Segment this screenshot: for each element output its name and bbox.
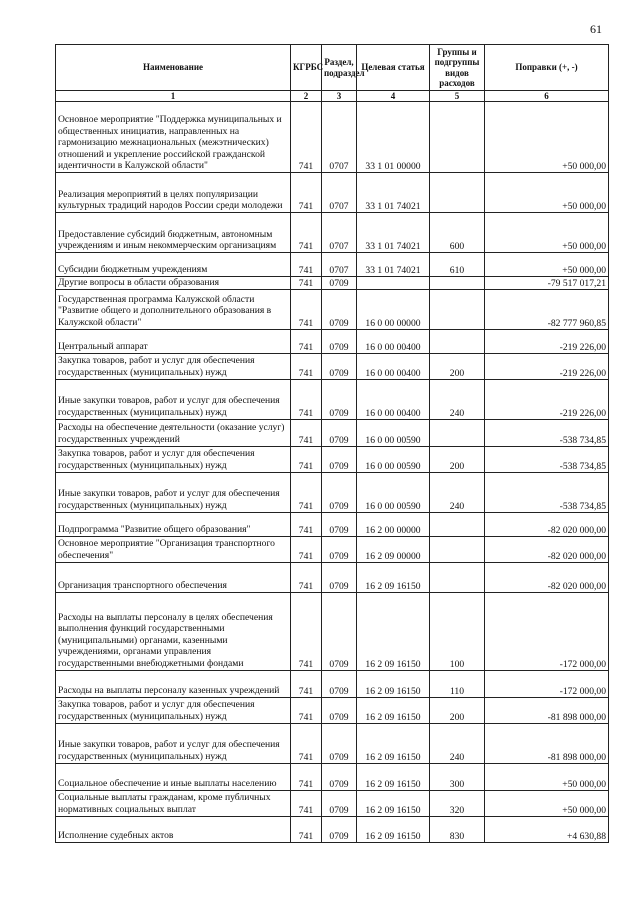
table-row <box>56 592 609 670</box>
row-amount: +50 000,00 <box>485 102 609 173</box>
row-target: 16 2 00 00000 <box>357 512 430 536</box>
row-name: Социальное обеспечение и иные выплаты населению <box>56 763 291 790</box>
table-row <box>56 446 609 472</box>
header-target: Целевая статья <box>357 45 430 91</box>
row-name: Исполнение судебных актов <box>56 816 291 842</box>
table-row <box>56 173 609 213</box>
row-section: 0709 <box>322 816 357 842</box>
row-amount: -82 020 000,00 <box>485 536 609 562</box>
row-kgrbs: 741 <box>291 253 322 277</box>
header-row <box>56 45 609 91</box>
row-section: 0709 <box>322 536 357 562</box>
row-target: 16 2 09 16150 <box>357 562 430 592</box>
row-target <box>357 277 430 290</box>
table-row <box>56 536 609 562</box>
row-target: 16 2 09 16150 <box>357 670 430 697</box>
row-group: 240 <box>430 472 485 512</box>
row-amount: +50 000,00 <box>485 763 609 790</box>
row-kgrbs: 741 <box>291 512 322 536</box>
row-group: 320 <box>430 790 485 816</box>
row-group <box>430 277 485 290</box>
row-amount: -82 020 000,00 <box>485 512 609 536</box>
row-target: 33 1 01 74021 <box>357 253 430 277</box>
row-group: 200 <box>430 446 485 472</box>
page-number: 61 <box>590 22 602 36</box>
table-row <box>56 790 609 816</box>
row-name: Иные закупки товаров, работ и услуг для обеспечения государственных (муниципальных) нужд <box>56 723 291 763</box>
row-target: 16 0 00 00000 <box>357 289 430 329</box>
table-row <box>56 723 609 763</box>
row-group: 100 <box>430 592 485 670</box>
table-row <box>56 353 609 379</box>
row-group: 200 <box>430 353 485 379</box>
row-amount: +50 000,00 <box>485 253 609 277</box>
row-kgrbs: 741 <box>291 562 322 592</box>
row-amount: -81 898 000,00 <box>485 723 609 763</box>
row-group <box>430 289 485 329</box>
row-name: Организация транспортного обеспечения <box>56 562 291 592</box>
row-name: Реализация мероприятий в целях популяризации культурных традиций народов России среди молодежи <box>56 173 291 213</box>
row-group: 200 <box>430 697 485 723</box>
row-target: 16 2 09 16150 <box>357 723 430 763</box>
row-amount: +50 000,00 <box>485 173 609 213</box>
table-row <box>56 379 609 419</box>
row-group <box>430 419 485 446</box>
row-kgrbs: 741 <box>291 173 322 213</box>
row-section: 0707 <box>322 102 357 173</box>
table-row <box>56 289 609 329</box>
row-kgrbs: 741 <box>291 289 322 329</box>
row-section: 0709 <box>322 763 357 790</box>
row-name: Социальные выплаты гражданам, кроме публичных нормативных социальных выплат <box>56 790 291 816</box>
row-target: 16 0 00 00590 <box>357 419 430 446</box>
row-kgrbs: 741 <box>291 277 322 290</box>
row-section: 0709 <box>322 277 357 290</box>
row-target: 33 1 01 74021 <box>357 173 430 213</box>
row-amount: -79 517 017,21 <box>485 277 609 290</box>
row-group <box>430 512 485 536</box>
row-section: 0709 <box>322 723 357 763</box>
row-target: 33 1 01 00000 <box>357 102 430 173</box>
row-group: 600 <box>430 213 485 253</box>
column-number: 1 <box>56 91 291 102</box>
row-amount: -219 226,00 <box>485 353 609 379</box>
table-row <box>56 816 609 842</box>
row-target: 16 0 00 00590 <box>357 446 430 472</box>
row-kgrbs: 741 <box>291 790 322 816</box>
row-amount: -172 000,00 <box>485 670 609 697</box>
row-section: 0709 <box>322 419 357 446</box>
header-amendments: Поправки (+, -) <box>485 45 609 91</box>
row-group <box>430 536 485 562</box>
column-number-row <box>56 91 609 102</box>
row-kgrbs: 741 <box>291 213 322 253</box>
column-number: 2 <box>291 91 322 102</box>
row-amount: -82 777 960,85 <box>485 289 609 329</box>
row-name: Закупка товаров, работ и услуг для обеспечения государственных (муниципальных) нужд <box>56 446 291 472</box>
row-group <box>430 329 485 353</box>
row-group <box>430 562 485 592</box>
row-amount: -538 734,85 <box>485 419 609 446</box>
row-target: 16 2 09 16150 <box>357 816 430 842</box>
row-name: Закупка товаров, работ и услуг для обеспечения государственных (муниципальных) нужд <box>56 697 291 723</box>
row-group <box>430 102 485 173</box>
row-name: Субсидии бюджетным учреждениям <box>56 253 291 277</box>
row-name: Подпрограмма "Развитие общего образования" <box>56 512 291 536</box>
row-kgrbs: 741 <box>291 816 322 842</box>
row-group: 830 <box>430 816 485 842</box>
row-name: Предоставление субсидий бюджетным, автономным учреждениям и иным некоммерческим организациям <box>56 213 291 253</box>
row-target: 16 2 09 00000 <box>357 536 430 562</box>
row-group: 610 <box>430 253 485 277</box>
row-kgrbs: 741 <box>291 446 322 472</box>
row-kgrbs: 741 <box>291 697 322 723</box>
header-section: Раздел, подраздел <box>322 45 357 91</box>
row-amount: -172 000,00 <box>485 592 609 670</box>
budget-amendments-table <box>55 44 609 843</box>
row-kgrbs: 741 <box>291 102 322 173</box>
row-name: Иные закупки товаров, работ и услуг для обеспечения государственных (муниципальных) нужд <box>56 379 291 419</box>
row-section: 0709 <box>322 353 357 379</box>
table-row <box>56 329 609 353</box>
header-name: Наименование <box>56 45 291 91</box>
table-row <box>56 253 609 277</box>
row-kgrbs: 741 <box>291 353 322 379</box>
table-row <box>56 277 609 290</box>
table-row <box>56 419 609 446</box>
row-kgrbs: 741 <box>291 763 322 790</box>
row-amount: -82 020 000,00 <box>485 562 609 592</box>
row-group <box>430 173 485 213</box>
row-kgrbs: 741 <box>291 723 322 763</box>
row-target: 16 2 09 16150 <box>357 592 430 670</box>
header-kgrbs: КГРБС <box>291 45 322 91</box>
row-section: 0709 <box>322 289 357 329</box>
row-section: 0707 <box>322 213 357 253</box>
row-section: 0709 <box>322 446 357 472</box>
row-kgrbs: 741 <box>291 670 322 697</box>
table-row <box>56 697 609 723</box>
row-kgrbs: 741 <box>291 379 322 419</box>
row-target: 33 1 01 74021 <box>357 213 430 253</box>
row-section: 0707 <box>322 253 357 277</box>
row-kgrbs: 741 <box>291 329 322 353</box>
row-kgrbs: 741 <box>291 472 322 512</box>
row-target: 16 0 00 00400 <box>357 353 430 379</box>
row-target: 16 2 09 16150 <box>357 763 430 790</box>
row-section: 0709 <box>322 592 357 670</box>
row-target: 16 0 00 00400 <box>357 379 430 419</box>
row-amount: -538 734,85 <box>485 446 609 472</box>
row-amount: +50 000,00 <box>485 790 609 816</box>
table-row <box>56 562 609 592</box>
row-section: 0709 <box>322 472 357 512</box>
row-name: Расходы на обеспечение деятельности (оказание услуг) государственных учреждений <box>56 419 291 446</box>
row-target: 16 0 00 00590 <box>357 472 430 512</box>
row-section: 0709 <box>322 512 357 536</box>
row-kgrbs: 741 <box>291 592 322 670</box>
row-section: 0709 <box>322 379 357 419</box>
row-amount: -219 226,00 <box>485 329 609 353</box>
column-number: 6 <box>485 91 609 102</box>
row-section: 0709 <box>322 562 357 592</box>
row-name: Государственная программа Калужской области "Развитие общего и дополнительного образования в Калужской области" <box>56 289 291 329</box>
table-row <box>56 670 609 697</box>
row-name: Иные закупки товаров, работ и услуг для обеспечения государственных (муниципальных) нужд <box>56 472 291 512</box>
row-target: 16 2 09 16150 <box>357 697 430 723</box>
table-row <box>56 512 609 536</box>
row-section: 0709 <box>322 697 357 723</box>
table-row <box>56 472 609 512</box>
row-target: 16 0 00 00400 <box>357 329 430 353</box>
row-section: 0709 <box>322 329 357 353</box>
row-group: 240 <box>430 379 485 419</box>
row-name: Основное мероприятие "Поддержка муниципальных и общественных инициатив, направленных на гармонизацию межнациональных (межэтнических) отношений и укрепление российской гражданской идентичности в Калужской области" <box>56 102 291 173</box>
row-amount: -81 898 000,00 <box>485 697 609 723</box>
row-group: 110 <box>430 670 485 697</box>
row-amount: -538 734,85 <box>485 472 609 512</box>
table-row <box>56 763 609 790</box>
row-amount: -219 226,00 <box>485 379 609 419</box>
header-groups: Группы и подгруппы видов расходов <box>430 45 485 91</box>
table-row <box>56 213 609 253</box>
row-section: 0707 <box>322 173 357 213</box>
row-name: Расходы на выплаты персоналу в целях обеспечения выполнения функций государственными (муниципальными) органами, казенными учреждениями, органами управления государственными внебюджетными фондами <box>56 592 291 670</box>
table-row <box>56 102 609 173</box>
row-name: Другие вопросы в области образования <box>56 277 291 290</box>
row-group: 240 <box>430 723 485 763</box>
row-amount: +4 630,88 <box>485 816 609 842</box>
row-kgrbs: 741 <box>291 536 322 562</box>
row-name: Закупка товаров, работ и услуг для обеспечения государственных (муниципальных) нужд <box>56 353 291 379</box>
row-name: Основное мероприятие "Организация транспортного обеспечения" <box>56 536 291 562</box>
row-section: 0709 <box>322 790 357 816</box>
column-number: 5 <box>430 91 485 102</box>
row-section: 0709 <box>322 670 357 697</box>
row-kgrbs: 741 <box>291 419 322 446</box>
row-name: Расходы на выплаты персоналу казенных учреждений <box>56 670 291 697</box>
column-number: 4 <box>357 91 430 102</box>
column-number: 3 <box>322 91 357 102</box>
row-amount: +50 000,00 <box>485 213 609 253</box>
row-group: 300 <box>430 763 485 790</box>
row-name: Центральный аппарат <box>56 329 291 353</box>
row-target: 16 2 09 16150 <box>357 790 430 816</box>
